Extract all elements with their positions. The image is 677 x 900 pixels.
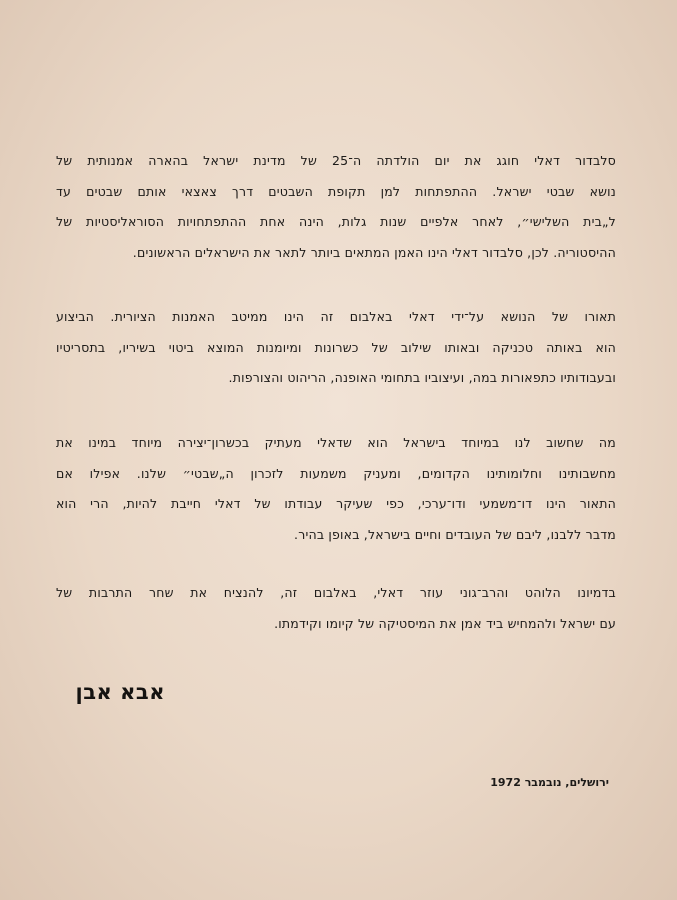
paragraph-line: מחשבותינו וחלומותינו הקדומים, ומעניק משמעות לזכרון ה„שבטי״ שלנו. אפילו אם [56,465,616,481]
paragraph-line: התאור הינו דו־משמעי ודו־ערכי, כפי שעיקר עבודתו של דאלי חייבת להיות, הרי הוא [56,496,616,511]
paragraph-line: ההיסטוריה. לכן, סלבדור דאלי הינו האמן המתאים ביותר לתאר את הישראלים הראשונים. [132,244,616,260]
paragraph-line: מדבר ללבנו, ליבם של העובדים וחיים בישראל, באופן בהיר. [294,526,616,542]
paragraph-3 [56,428,616,550]
dateline: ירושלים, נובמבר 1972 [490,776,609,789]
paragraph-4 [56,578,616,639]
paragraph-1 [56,146,616,268]
paragraph-line: עם ישראל ולהמחיש ביד אמן את המיסטיקה של קיומו וקידמתו. [274,615,616,631]
paragraph-line: נושא שבטי ישראל. ההתפתחות למן תקופת השבטים דרך צאצאי אותם שבטים עד [56,183,616,199]
paragraph-line: ל„בית השלישי״, לאחר אלפיים שנות גלות, הינה אחת ההתפתחויות הסוראליסטיות של [56,214,616,229]
paragraph-2 [56,302,616,394]
paragraph-line: תאורו של הנושא על־ידי דאלי באלבום זה הינו ממיטב האמנות הציורית. הביצוע [56,309,616,324]
signature: אבא אבן [75,680,165,704]
paragraph-line: הוא באותה טכניקה ובאותו שילוב של כשרונות ומיומנות המוצא ביטוי בשיריו, בתסריטיו [56,339,616,355]
paragraph-line: מה שחשוב לנו במיוחד בישראל הוא שדאלי מעתיק בכשרון־יצירה מיוחד במינו את [56,435,616,450]
paragraph-line: ובעבודותיו כתפאורות במה, ועיצוביו בתחומי האופנה, הריהוט והצורפות. [228,370,616,385]
paragraph-line: סלבדור דאלי חוגג את יום הולדתה ה־25 של מדינת ישראל בהארה אמנותית של [56,153,616,168]
paragraph-line: בדמיונו הלוהט והרב־גוני עוזר דאלי, באלבום זה, להנציח את שחר התרבות של [56,585,616,600]
